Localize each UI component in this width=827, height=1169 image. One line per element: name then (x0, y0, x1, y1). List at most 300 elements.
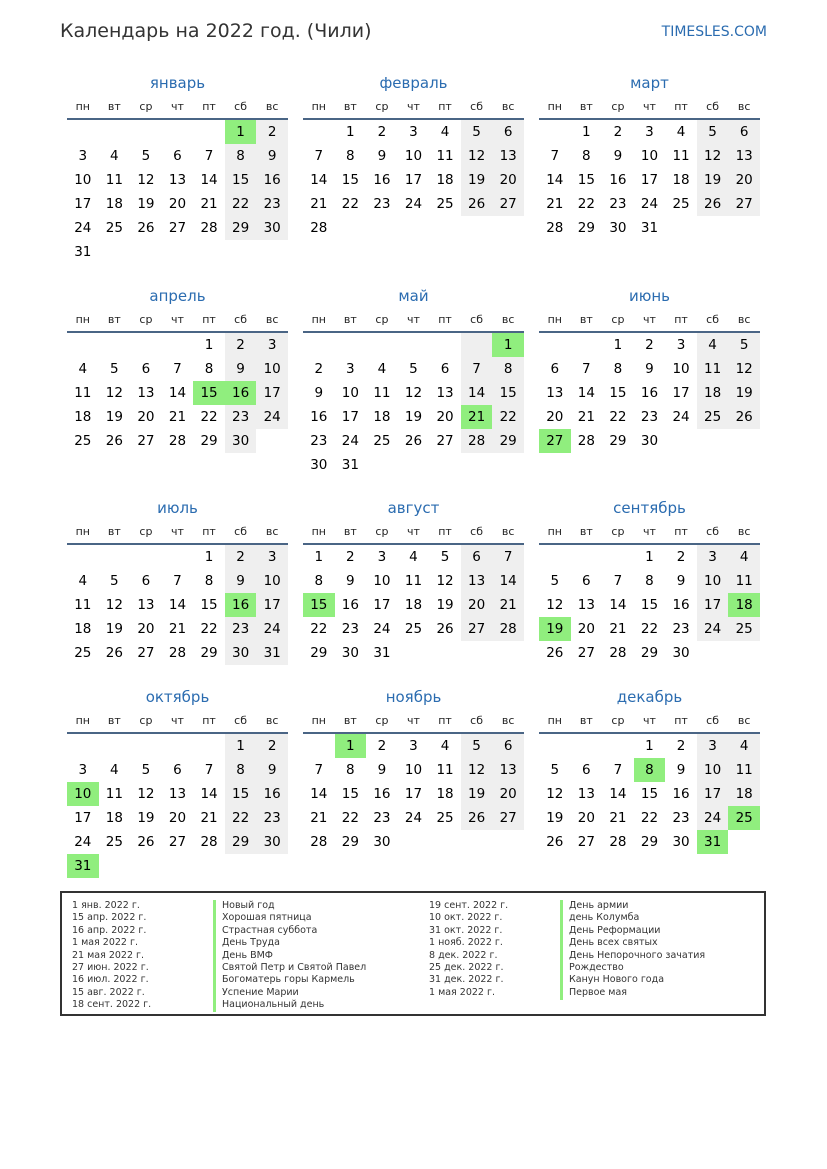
day-cell: 22 (640, 621, 659, 637)
day-cell: 8 (225, 144, 257, 168)
day-cell: 21 (546, 196, 564, 212)
day-cell: 27 (137, 645, 155, 661)
day-cell: 14 (200, 172, 218, 188)
week-row (539, 216, 760, 240)
day-cell: 25 (74, 645, 92, 661)
day-cell: 25 (74, 433, 92, 449)
weekday-label: вс (737, 100, 751, 113)
day-cell: 13 (577, 786, 595, 802)
legend-name: Канун Нового года (569, 974, 665, 986)
day-cell: 25 (728, 806, 760, 830)
empty-cell (398, 453, 430, 477)
day-cell: 23 (373, 810, 391, 826)
day-cell: 26 (697, 192, 729, 216)
day-cell: 31 (697, 830, 729, 854)
day-cell: 9 (645, 361, 654, 377)
day-cell: 18 (436, 786, 454, 802)
day-cell: 3 (256, 333, 288, 357)
day-cell: 16 (225, 593, 257, 617)
week-row (539, 806, 760, 830)
day-cell: 17 (256, 381, 288, 405)
week-row (67, 782, 288, 806)
day-cell: 28 (577, 433, 595, 449)
legend-name: Хорошая пятница (222, 912, 312, 924)
day-cell: 31 (256, 641, 288, 665)
day-cell: 20 (137, 409, 155, 425)
day-cell: 9 (256, 144, 288, 168)
legend-divider (560, 900, 563, 1000)
day-cell: 12 (546, 597, 564, 613)
empty-cell (162, 854, 194, 878)
day-cell: 30 (609, 220, 627, 236)
week-row (303, 144, 524, 168)
day-cell: 5 (440, 549, 450, 565)
day-cell: 28 (546, 220, 564, 236)
day-cell: 26 (461, 192, 493, 216)
day-cell: 13 (461, 569, 493, 593)
weekday-label: ср (375, 313, 389, 326)
empty-cell (461, 216, 493, 240)
day-cell: 1 (314, 549, 324, 565)
day-cell: 31 (373, 645, 391, 661)
weekday-label: чт (643, 714, 656, 727)
day-cell: 2 (314, 361, 324, 377)
week-row (539, 168, 760, 192)
weekday-header (303, 309, 524, 333)
day-cell: 18 (436, 172, 454, 188)
empty-cell (130, 854, 162, 878)
day-cell: 25 (436, 196, 454, 212)
day-cell: 7 (582, 361, 591, 377)
legend-name: Первое мая (569, 986, 627, 998)
day-cell: 14 (492, 569, 524, 593)
site-link[interactable]: TIMESLES.COM (661, 24, 767, 40)
day-cell: 7 (613, 762, 623, 778)
day-cell: 19 (105, 621, 123, 637)
day-cell: 15 (193, 381, 225, 405)
day-cell: 2 (676, 549, 686, 565)
empty-cell (99, 734, 131, 758)
week-row (67, 168, 288, 192)
day-cell: 23 (256, 806, 288, 830)
day-cell: 18 (404, 597, 423, 613)
empty-cell (99, 854, 131, 878)
month-block (303, 684, 524, 854)
day-cell: 26 (137, 220, 155, 236)
empty-cell (162, 333, 194, 357)
week-row (539, 545, 760, 569)
weekday-label: сб (470, 525, 484, 538)
day-cell: 30 (373, 834, 391, 850)
empty-cell (665, 429, 697, 453)
day-cell: 15 (640, 597, 659, 613)
week-row (539, 405, 760, 429)
month-name: октябрь (145, 688, 210, 706)
month-name: ноябрь (385, 688, 442, 706)
week-row (303, 429, 524, 453)
week-row (303, 216, 524, 240)
weekday-header (539, 309, 760, 333)
day-cell: 12 (546, 786, 564, 802)
weekday-header (67, 96, 288, 120)
day-cell: 4 (728, 734, 760, 758)
day-cell: 13 (168, 172, 187, 188)
weekday-label: чт (407, 313, 420, 326)
week-row (67, 333, 288, 357)
day-cell: 23 (341, 621, 359, 637)
day-cell: 10 (74, 172, 92, 188)
weekday-label: вт (107, 313, 121, 326)
day-cell: 12 (461, 144, 493, 168)
month-block (539, 684, 760, 854)
day-cell: 5 (550, 762, 560, 778)
empty-cell (539, 734, 571, 758)
empty-cell (67, 545, 99, 569)
weekday-label: чт (643, 313, 656, 326)
day-cell: 23 (373, 196, 391, 212)
day-cell: 14 (200, 786, 218, 802)
day-cell: 23 (225, 617, 257, 641)
day-cell: 8 (225, 758, 257, 782)
legend-name: День Непорочного зачатия (569, 949, 706, 961)
empty-cell (461, 453, 493, 477)
day-cell: 7 (613, 573, 623, 589)
day-cell: 20 (492, 782, 524, 806)
day-cell: 30 (310, 457, 328, 473)
weekday-label: вт (343, 100, 357, 113)
legend-date: 21 мая 2022 г. (72, 949, 145, 961)
day-cell: 13 (728, 144, 760, 168)
weekday-label: вс (501, 100, 515, 113)
day-cell: 31 (74, 244, 92, 260)
day-cell: 4 (440, 738, 450, 754)
empty-cell (602, 545, 634, 569)
week-row (303, 641, 524, 665)
legend-name: Новый год (222, 900, 275, 911)
legend-right-names (569, 900, 705, 999)
day-cell: 11 (697, 357, 729, 381)
day-cell: 7 (492, 545, 524, 569)
day-cell: 18 (728, 782, 760, 806)
day-cell: 3 (676, 337, 686, 353)
day-cell: 16 (341, 597, 359, 613)
legend-name: Успение Марии (222, 986, 299, 998)
day-cell: 3 (256, 545, 288, 569)
empty-cell (697, 216, 729, 240)
empty-cell (193, 734, 225, 758)
legend-date: 25 дек. 2022 г. (429, 961, 504, 973)
legend-name: День Реформации (569, 924, 661, 936)
day-cell: 16 (256, 782, 288, 806)
day-cell: 10 (404, 148, 423, 164)
weekday-header (303, 521, 524, 545)
day-cell: 16 (310, 409, 328, 425)
day-cell: 29 (492, 429, 524, 453)
weekday-header (303, 96, 524, 120)
day-cell: 10 (697, 569, 729, 593)
day-cell: 20 (168, 810, 187, 826)
weekday-label: вт (107, 714, 121, 727)
day-cell: 28 (609, 834, 627, 850)
empty-cell (539, 120, 571, 144)
empty-cell (67, 120, 99, 144)
empty-cell (571, 333, 603, 357)
day-cell: 28 (461, 429, 493, 453)
day-cell: 20 (577, 810, 595, 826)
day-cell: 14 (168, 385, 187, 401)
weekday-label: пн (311, 525, 326, 538)
weekday-label: сб (706, 100, 720, 113)
day-cell: 9 (256, 758, 288, 782)
day-cell: 15 (341, 172, 359, 188)
day-cell: 24 (74, 220, 92, 236)
week-row (67, 569, 288, 593)
legend-date: 18 сент. 2022 г. (72, 999, 152, 1011)
day-cell: 24 (404, 196, 423, 212)
day-cell: 27 (728, 192, 760, 216)
day-cell: 25 (672, 196, 690, 212)
day-cell: 11 (728, 569, 760, 593)
day-cell: 17 (640, 172, 659, 188)
month-name: февраль (379, 74, 448, 92)
week-row (67, 240, 288, 264)
day-cell: 7 (314, 762, 324, 778)
day-cell: 3 (697, 734, 729, 758)
day-cell: 6 (141, 573, 151, 589)
empty-cell (130, 120, 162, 144)
week-row (539, 830, 760, 854)
weekday-label: ср (139, 714, 153, 727)
day-cell: 15 (609, 385, 627, 401)
week-row (303, 192, 524, 216)
day-cell: 9 (346, 573, 355, 589)
day-cell: 26 (461, 806, 493, 830)
week-row (67, 405, 288, 429)
day-cell: 30 (256, 830, 288, 854)
weekday-label: сб (706, 525, 720, 538)
day-cell: 29 (200, 433, 218, 449)
empty-cell (461, 641, 493, 665)
page-title: Календарь на 2022 год. (Чили) (60, 20, 372, 42)
day-cell: 2 (256, 120, 288, 144)
weekday-label: вс (501, 525, 515, 538)
day-cell: 18 (373, 409, 391, 425)
week-row (303, 617, 524, 641)
legend-right-dates (429, 900, 508, 999)
weekday-label: пн (547, 313, 562, 326)
day-cell: 21 (461, 405, 493, 429)
day-cell: 3 (78, 762, 88, 778)
day-cell: 10 (256, 569, 288, 593)
day-cell: 1 (346, 124, 355, 140)
day-cell: 7 (173, 573, 182, 589)
empty-cell (398, 216, 430, 240)
day-cell: 1 (492, 333, 524, 357)
week-row (539, 144, 760, 168)
day-cell: 19 (697, 168, 729, 192)
empty-cell (539, 333, 571, 357)
day-cell: 11 (105, 786, 123, 802)
day-cell: 5 (550, 573, 560, 589)
legend-date: 10 окт. 2022 г. (429, 912, 503, 924)
week-row (67, 854, 288, 878)
empty-cell (225, 240, 257, 264)
month-block (303, 70, 524, 240)
week-row (67, 357, 288, 381)
day-cell: 28 (200, 220, 218, 236)
empty-cell (429, 333, 461, 357)
month-name: март (630, 74, 669, 92)
empty-cell (366, 333, 398, 357)
day-cell: 20 (137, 621, 155, 637)
day-cell: 11 (74, 385, 92, 401)
weekday-label: пт (202, 100, 216, 113)
day-cell: 6 (550, 361, 560, 377)
day-cell: 6 (141, 361, 151, 377)
empty-cell (225, 854, 257, 878)
empty-cell (728, 641, 760, 665)
weekday-label: вс (265, 525, 279, 538)
weekday-label: чт (643, 525, 656, 538)
weekday-label: вс (501, 714, 515, 727)
day-cell: 25 (373, 433, 391, 449)
day-cell: 11 (436, 762, 454, 778)
empty-cell (99, 240, 131, 264)
day-cell: 21 (200, 810, 218, 826)
day-cell: 28 (310, 834, 328, 850)
day-cell: 5 (697, 120, 729, 144)
day-cell: 10 (404, 762, 423, 778)
weekday-label: чт (171, 525, 184, 538)
day-cell: 27 (461, 617, 493, 641)
day-cell: 27 (539, 429, 571, 453)
day-cell: 6 (173, 762, 182, 778)
day-cell: 10 (341, 385, 359, 401)
day-cell: 14 (577, 385, 595, 401)
weekday-label: вс (265, 714, 279, 727)
month-name: июль (157, 499, 198, 517)
empty-cell (492, 641, 524, 665)
weekday-label: вс (265, 100, 279, 113)
day-cell: 4 (728, 545, 760, 569)
legend-date: 15 авг. 2022 г. (72, 986, 145, 998)
day-cell: 24 (672, 409, 690, 425)
empty-cell (303, 120, 335, 144)
week-row (67, 593, 288, 617)
day-cell: 25 (105, 220, 123, 236)
day-cell: 3 (697, 545, 729, 569)
month-name: декабрь (616, 688, 683, 706)
day-cell: 29 (609, 433, 627, 449)
day-cell: 23 (640, 409, 659, 425)
day-cell: 20 (461, 593, 493, 617)
day-cell: 12 (105, 385, 123, 401)
day-cell: 26 (105, 433, 123, 449)
day-cell: 8 (204, 573, 214, 589)
month-block (539, 495, 760, 665)
weekday-label: пт (438, 313, 452, 326)
day-cell: 23 (609, 196, 627, 212)
day-cell: 25 (436, 810, 454, 826)
day-cell: 1 (645, 549, 654, 565)
empty-cell (130, 240, 162, 264)
weekday-label: ср (611, 714, 625, 727)
day-cell: 14 (310, 172, 328, 188)
day-cell: 30 (341, 645, 359, 661)
week-row (303, 569, 524, 593)
day-cell: 12 (404, 385, 423, 401)
empty-cell (303, 333, 335, 357)
day-cell: 14 (168, 597, 187, 613)
weekday-label: вт (579, 313, 593, 326)
empty-cell (398, 641, 430, 665)
day-cell: 11 (672, 148, 690, 164)
weekday-label: пт (674, 313, 688, 326)
day-cell: 20 (492, 168, 524, 192)
day-cell: 12 (105, 597, 123, 613)
weekday-label: пт (202, 714, 216, 727)
day-cell: 19 (404, 409, 423, 425)
week-row (303, 593, 524, 617)
weekday-label: сб (234, 100, 248, 113)
day-cell: 15 (577, 172, 595, 188)
day-cell: 19 (461, 168, 493, 192)
empty-cell (256, 854, 288, 878)
day-cell: 18 (74, 409, 92, 425)
day-cell: 21 (609, 621, 627, 637)
month-name: май (398, 287, 429, 305)
empty-cell (162, 545, 194, 569)
day-cell: 4 (110, 762, 119, 778)
legend-date: 15 апр. 2022 г. (72, 912, 147, 924)
day-cell: 6 (582, 573, 591, 589)
day-cell: 2 (377, 738, 387, 754)
weekday-label: пт (674, 100, 688, 113)
day-cell: 2 (377, 124, 387, 140)
empty-cell (571, 734, 603, 758)
weekday-label: пн (547, 525, 562, 538)
empty-cell (398, 830, 430, 854)
day-cell: 6 (461, 545, 493, 569)
day-cell: 12 (436, 573, 454, 589)
day-cell: 19 (105, 409, 123, 425)
legend-date: 31 окт. 2022 г. (429, 924, 503, 936)
day-cell: 11 (404, 573, 423, 589)
weekday-label: пт (202, 313, 216, 326)
day-cell: 15 (640, 786, 659, 802)
empty-cell (461, 333, 493, 357)
day-cell: 28 (168, 433, 187, 449)
day-cell: 29 (225, 830, 257, 854)
day-cell: 6 (492, 120, 524, 144)
empty-cell (728, 429, 760, 453)
day-cell: 26 (105, 645, 123, 661)
legend-name: Страстная суббота (222, 924, 318, 936)
day-cell: 28 (168, 645, 187, 661)
day-cell: 17 (74, 810, 92, 826)
legend-name: День ВМФ (222, 949, 273, 961)
legend-name: Святой Петр и Святой Павел (222, 961, 367, 973)
weekday-label: сб (234, 525, 248, 538)
weekday-label: сб (706, 714, 720, 727)
weekday-label: ср (375, 100, 389, 113)
empty-cell (162, 240, 194, 264)
day-cell: 19 (546, 810, 564, 826)
day-cell: 9 (676, 573, 686, 589)
day-cell: 21 (168, 409, 187, 425)
weekday-label: вт (343, 525, 357, 538)
weekday-label: вс (265, 313, 279, 326)
